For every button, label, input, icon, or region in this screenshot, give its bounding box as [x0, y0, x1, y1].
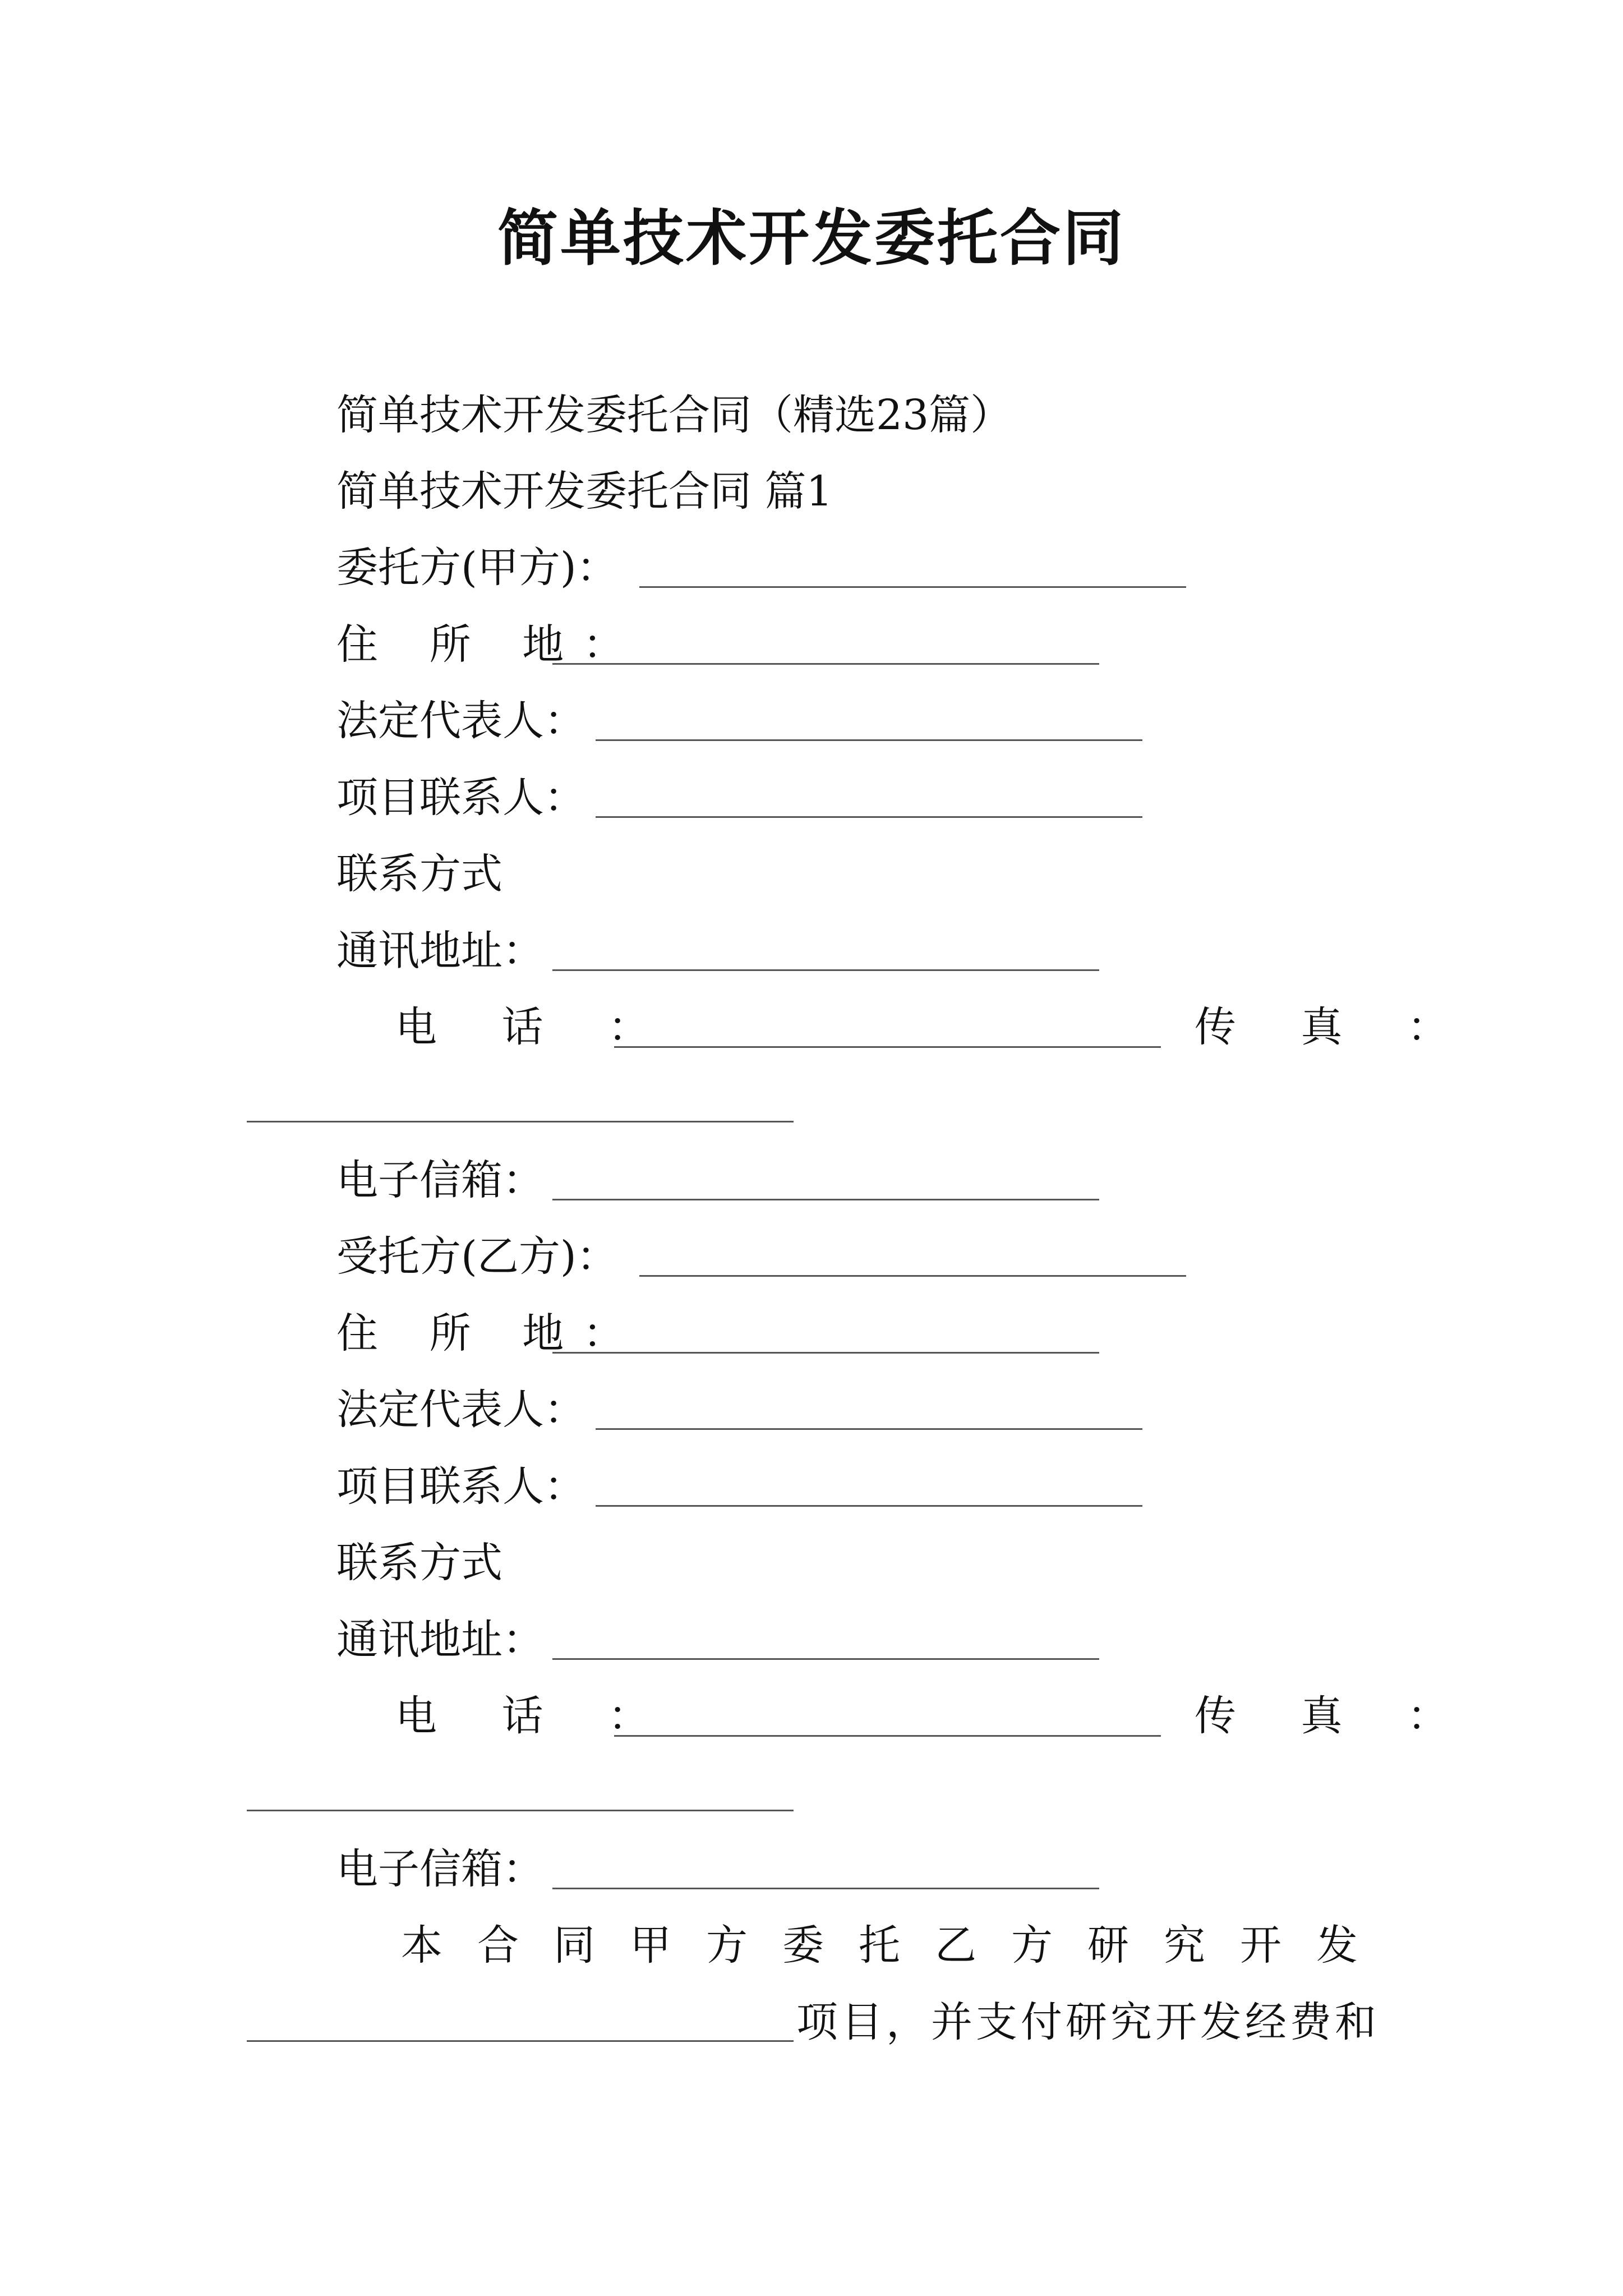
party-a-legal-rep-blank [596, 739, 1142, 741]
party-b-contact-method-label: 联系方式 [336, 1539, 502, 1587]
party-b-mail-address-blank [552, 1658, 1099, 1660]
subtitle: 简单技术开发委托合同（精选23篇） [336, 391, 1012, 439]
body-project-blank [247, 2040, 794, 2042]
party-a-contact-method-label: 联系方式 [336, 850, 502, 898]
party-a-client-blank [639, 586, 1186, 588]
party-b-phone-blank [614, 1735, 1161, 1737]
party-a-fax-label: 传 真 ： [1195, 1003, 1475, 1051]
party-a-address-label: 住 所 地： [336, 620, 644, 669]
party-a-email-label: 电子信箱： [336, 1156, 544, 1204]
section-heading: 简单技术开发委托合同 篇1 [336, 467, 833, 516]
party-b-email-label: 电子信箱： [336, 1845, 544, 1893]
party-a-fax-blank [247, 1121, 794, 1122]
party-a-client-label: 委托方(甲方)： [336, 544, 618, 592]
party-a-email-blank [552, 1199, 1099, 1200]
party-a-mail-address-label: 通讯地址： [336, 927, 544, 975]
party-a-mail-address-blank [552, 969, 1099, 971]
party-b-contact-person-label: 项目联系人： [336, 1462, 585, 1511]
party-b-fax-blank [247, 1810, 794, 1811]
party-b-legal-rep-label: 法定代表人： [336, 1386, 585, 1434]
party-b-fax-label: 传 真 ： [1195, 1692, 1475, 1740]
party-b-client-label: 受托方(乙方)： [336, 1232, 618, 1281]
party-b-phone-label: 电 话 ： [395, 1692, 676, 1740]
party-b-legal-rep-blank [596, 1428, 1142, 1430]
party-a-contact-person-label: 项目联系人： [336, 774, 585, 822]
party-b-mail-address-label: 通讯地址： [336, 1616, 544, 1664]
party-a-phone-blank [614, 1046, 1161, 1048]
party-b-contact-person-blank [596, 1505, 1142, 1507]
party-a-contact-person-blank [596, 816, 1142, 818]
body-paragraph-line-1: 本合同甲方委托乙方研究开发 [401, 1921, 1393, 1970]
party-b-address-label: 住 所 地： [336, 1309, 644, 1358]
party-a-legal-rep-label: 法定代表人： [336, 697, 585, 745]
body-paragraph-line-2: 项目，并支付研究开发经费和 [796, 1998, 1380, 2046]
party-a-phone-label: 电 话 ： [395, 1003, 676, 1051]
party-a-address-blank [552, 663, 1099, 665]
party-b-address-blank [552, 1352, 1099, 1354]
document-title: 简单技术开发委托合同 [497, 203, 1126, 274]
party-b-email-blank [552, 1888, 1099, 1889]
party-b-client-blank [639, 1275, 1186, 1277]
